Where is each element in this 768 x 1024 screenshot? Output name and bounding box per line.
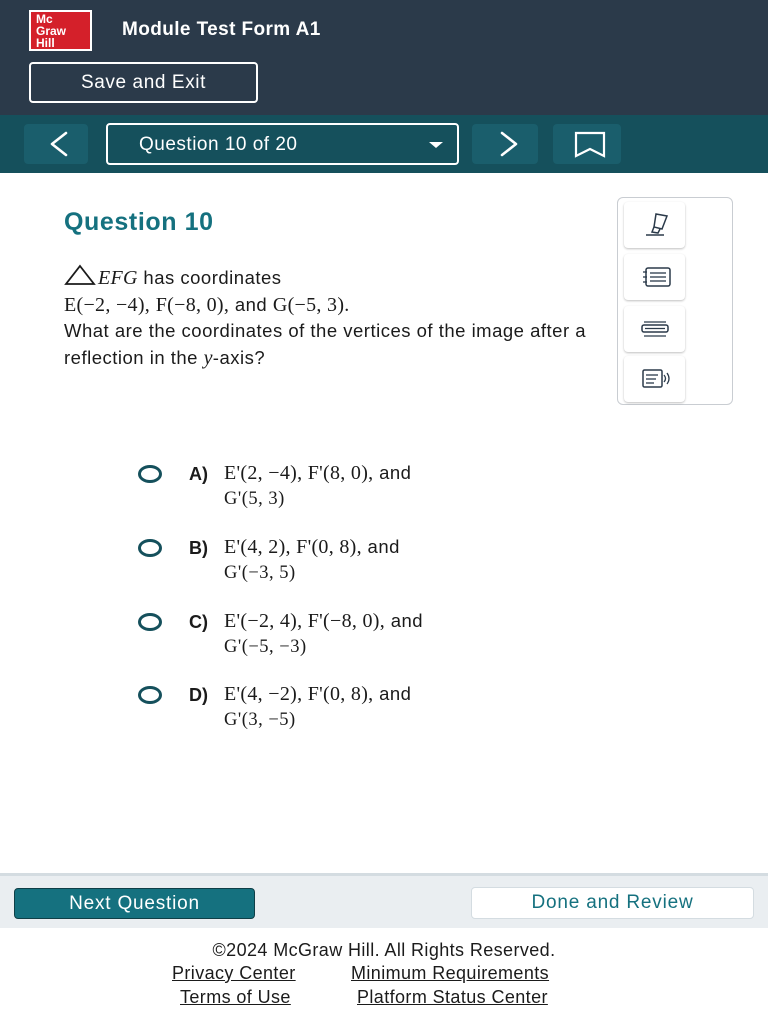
option-coordinate-g: G'(5, 3) — [224, 489, 285, 509]
radio-button[interactable] — [138, 465, 162, 483]
option-answer-line — [224, 683, 411, 706]
chevron-right-icon — [472, 124, 538, 164]
coordinate-f: F(−8, 0), — [155, 293, 230, 316]
question-stem-line — [64, 264, 609, 292]
question-heading: Question 10 — [64, 208, 214, 236]
done-and-review-button[interactable]: Done and Review — [471, 887, 754, 919]
question-selector-label: Question 10 of 20 — [139, 134, 298, 155]
previous-question-button[interactable] — [24, 124, 88, 164]
line-reader-icon — [624, 306, 685, 352]
question-prompt-suffix: -axis? — [212, 346, 266, 368]
option-letter: C) — [189, 612, 208, 632]
caret-down-icon — [429, 142, 443, 148]
triangle-symbol-icon — [64, 264, 96, 286]
question-stem — [64, 264, 609, 371]
highlighter-icon — [624, 202, 685, 248]
option-coordinates: E'(4, −2), F'(0, 8), — [224, 683, 374, 705]
question-selector-dropdown[interactable] — [106, 123, 459, 165]
bookmark-question-button[interactable] — [553, 124, 621, 164]
tools-panel — [617, 197, 733, 405]
top-header — [0, 0, 768, 115]
logo-text-line: Mc — [36, 12, 53, 26]
coordinate-e: E(−2, −4), — [64, 293, 151, 316]
next-question-button[interactable]: Next Question — [14, 888, 255, 919]
option-letter: A) — [189, 464, 208, 484]
text-to-speech-tool-button[interactable] — [624, 356, 685, 402]
answer-option-d[interactable] — [136, 685, 576, 741]
question-navigation-bar — [0, 115, 768, 173]
bottom-action-bar — [0, 873, 768, 928]
option-coordinate-g: G'(3, −5) — [224, 710, 296, 730]
logo-text-line: Graw — [36, 24, 67, 38]
question-intro-text: has coordinates — [143, 267, 282, 288]
privacy-center-link[interactable]: Privacy Center — [172, 963, 296, 983]
notepad-tool-button[interactable] — [624, 254, 685, 300]
option-and: and — [379, 683, 412, 704]
minimum-requirements-link[interactable]: Minimum Requirements — [351, 963, 550, 983]
option-and: and — [367, 536, 400, 557]
text-to-speech-icon — [624, 356, 685, 402]
save-and-exit-button[interactable]: Save and Exit — [29, 62, 258, 103]
triangle-name: EFG — [98, 267, 138, 289]
line-reader-tool-button[interactable] — [624, 306, 685, 352]
question-coordinates-line — [64, 292, 609, 319]
option-coordinates: E'(4, 2), F'(0, 8), — [224, 536, 362, 558]
copyright-text: ©2024 McGraw Hill. All Rights Reserved. — [212, 940, 556, 960]
radio-button[interactable] — [138, 686, 162, 704]
mcgraw-hill-logo — [29, 10, 92, 51]
notepad-icon — [624, 254, 685, 300]
option-coordinates: E'(−2, 4), F'(−8, 0), — [224, 610, 386, 632]
answer-option-b[interactable] — [136, 538, 576, 594]
assessment-title: Module Test Form A1 — [122, 19, 321, 40]
option-coordinates: E'(2, −4), F'(8, 0), — [224, 462, 374, 484]
option-answer-line — [224, 610, 423, 633]
question-prompt — [64, 318, 609, 371]
terms-of-use-link[interactable]: Terms of Use — [180, 987, 291, 1007]
option-and: and — [390, 610, 424, 631]
option-and: and — [379, 462, 412, 483]
highlighter-tool-button[interactable] — [624, 202, 685, 248]
radio-button[interactable] — [138, 539, 162, 557]
option-coordinate-g: G'(−5, −3) — [224, 637, 307, 657]
prompt-variable: y — [203, 346, 213, 369]
option-letter: B) — [189, 538, 208, 558]
question-prompt-text: What are the coordinates of the vertices of the image after a reflection in the — [64, 320, 587, 368]
chevron-left-icon — [24, 124, 88, 164]
radio-button[interactable] — [138, 613, 162, 631]
option-answer-line — [224, 536, 400, 559]
answer-option-a[interactable] — [136, 464, 576, 520]
platform-status-center-link[interactable]: Platform Status Center — [357, 987, 548, 1007]
coordinates-and: and — [234, 293, 268, 315]
bookmark-icon — [553, 124, 621, 164]
option-coordinate-g: G'(−3, 5) — [224, 563, 296, 583]
next-question-arrow-button[interactable] — [472, 124, 538, 164]
coordinate-g: G(−5, 3). — [272, 293, 350, 316]
option-answer-line — [224, 462, 411, 485]
answer-option-c[interactable] — [136, 612, 576, 668]
option-letter: D) — [189, 685, 208, 705]
logo-text-line: Hill — [36, 36, 55, 50]
